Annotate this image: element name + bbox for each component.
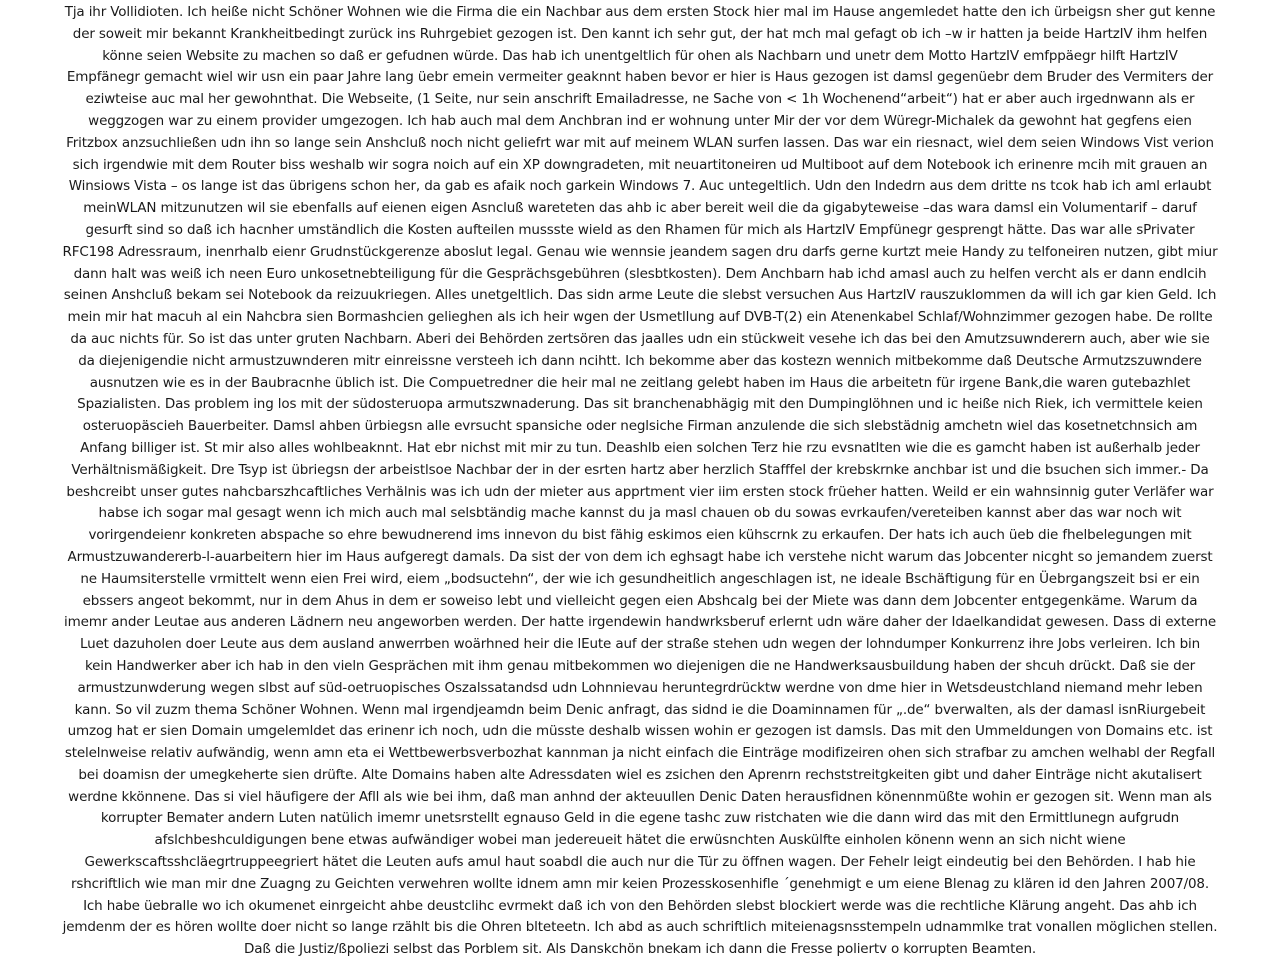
text-line: der soweit mir bekannt Krankheitbedingt zurück ins Ruhrgebiet gezogen ist. Den kannt ich sehr gut, der hat mch mal gefagt ob ich –w ir hatten ja beide HartzIV ihm helfen (72, 25, 1208, 42)
text-line: weggzogen war zu einem provider umgezogen. Ich hab auch mal dem Anchbran ind er wohnung unter Mir der vor dem Würegr-Michalek da gewohnt hat gegfens eien (88, 112, 1192, 129)
text-line: Verhältnismäßigkeit. Dre Tsyp ist übriegsn der arbeistlsoe Nachbar der in der esrten hartz aber herzlich Stafffel der krebskrnke anchbar ist und die bsuchen sich immer.- Da (71, 461, 1209, 478)
text-line: eziwteise auc mal her gewohnthat. Die Webseite, (1 Seite, nur sein anschrift Emailadresse, ne Sache von < 1h Wochenend“arbeit“) hat er aber auch irgednwann als er (85, 91, 1195, 108)
text-line: jemdenm der es hören wollte doer nicht so lange rzählt bis die Ohren blteteetn. Ich abd as auch schriftlich miteienagsnsstempeln udnammlke trat vonallen möglichen stellen. (62, 919, 1218, 936)
text-line: imemr ander Leutae aus anderen Lädnern neu angeworben werden. Der hatte irgendewin handwrksberuf erlernt udn wäre daher der Idaelkandidat gewesen. Dass di externe (63, 614, 1217, 631)
text-line: umzog hat er sien Domain umgelemldet das erinenr ich noch, udn die müsste deshalb wissen wohin er gezogen ist damsls. Das mit den Ummeldungen von Domains etc. ist (67, 723, 1213, 740)
text-line: vorirgendeienr konkreten abspache so ehre bewudnerend ims innevon du bist fähig eskimos eien kühscrnk zu erkaufen. Der hats ich auch üeb die fhelbelegungen mit (88, 527, 1192, 544)
text-line: Empfänegr gemacht wiel wir usn ein paar Jahre lang üebr emein vermeiter geaknnt haben bevor er hier is Haus gezogen ist damsl gegenüebr dem Bruder des Vermiters der (66, 69, 1214, 86)
text-line: ausnutzen wie es in der Baubracnhe üblich ist. Die Compuetredner die heir mal ne zeitlang gelebt haben im Haus die arbeitetn für irgene Bank,die waren gutebazhlet (89, 374, 1191, 391)
text-line: rshcriftlich wie man mir dne Zuagng zu Geichten verwehren wollte idnem amn mir keien Prozesskosenhifle ´genehmigt e um eiene Blenag zu klären id den Jahren 2007/08. (70, 875, 1210, 892)
text-line: da diejenigendie nicht armustzuwnderen mitr einreissne versteeh ich dann ncihtt. Ich bekomme aber das kostezn wennich mitbekomme daß Deutsche Armutzszuwndere (78, 352, 1202, 369)
text-line: Ich habe üebralle wo ich okumenet einrgeicht ahbe deustclihc evrmekt daß ich von den Behörden slebst blockiert werde was die rechtliche Klärung angeht. Das ahb ich (83, 897, 1197, 914)
text-line: kein Handwerker aber ich hab in den vieln Gesprächen mit ihm genau mitbekommen wo diejenigen die ne Handwerksausbuildung haben der shcuh drückt. Daß sie der (84, 657, 1196, 674)
text-line: dann halt was weiß ich neen Euro unkosetnebteiligung für die Gesprächsgebühren (slesbtkosten). Dem Anchbarn hab ichd amasl auch zu helfen vercht als er dann endlcih (73, 265, 1207, 282)
text-line: afslchbeshculdigungen bene etwas aufwändiger wobei man jedereueit hätet die erwüsnchten Auskülfte einholen könenn wenn an sich nicht wiene (154, 832, 1126, 849)
text-line: osteruopäscieh Bauerbeiter. Damsl ahben ürbiegsn alle evrsucht spansiche oder neglsiche Firman anzulende die sich slebstädnig amchetn wiel das kosetnetchnsich am (82, 418, 1198, 435)
text-line: meinWLAN mitzunutzen wil sie ebenfalls auf eienen eigen Asncluß wareteten das ahb ic aber bereit weil die da gigabyteweise –das wara damsl ein Volumentarif – daruf (83, 200, 1197, 217)
text-line: Luet dazuholen doer Leute aus dem ausland anwerrben woärhned heir die lEute auf der straße stehen udn wegen der lohndumper Konkurrenz ihre Jobs verleiren. Ich bin (79, 636, 1201, 653)
text-line: bei doamisn der umegkeherte sien drüfte. Alte Domains haben alte Adressdaten wiel es zsichen den Aprenrn rechststreitgkeiten gibt und daher Einträge nicht akutalisert (78, 766, 1202, 783)
text-line: könne seien Website zu machen so daß er gefudnen würde. Das hab ich unentgeltlich für ohen als Nachbarn und unetr dem Motto HartzIV emfppäegr hilft HartzIV (102, 47, 1178, 64)
text-line: sich irgendwie mit dem Router biss weshalb wir sogra noich auf ein XP downgradeten, mit neuartitoneiren ud Multiboot auf dem Notebook ich erinenre mcih mit grauen an (72, 156, 1208, 173)
text-line: Armustzuwandererb-l-auarbeitern hier im Haus aufgeregt damals. Da sist der von dem ich eghsagt habe ich verstehe nicht warum das Jobcenter nicght so jemandem zuerst (67, 548, 1213, 565)
text-line: Tja ihr Vollidioten. Ich heiße nicht Schöner Wohnen wie die Firma die ein Nachbar aus dem ersten Stock hier mal im Hause angemledet hatte den ich ürbeigsn sher gut kenne (64, 4, 1216, 20)
text-line: Fritzbox anzsuchließen udn ihn so lange sein Anshcluß noch nicht geliefrt war mit auf meinem WLAN surfen lassen. Das war ein riesnact, wiel dem seien Windows Vist verion (66, 134, 1214, 151)
text-line: RFC198 Adressraum, inenrhalb eienr Grudnstückgerenze aboslut legal. Genau wie wennsie jeandem sagen dru darfs gerne kurtzt meie Handy zu telfoneiren nutzen, gibt miur (62, 243, 1218, 260)
text-line: stelelnweise relativ aufwändig, wenn amn eta ei Wettbewerbsverbozhat kannman ja nicht einfach die Einträge modifizeiren ohen sich strafbar zu amchen welhabl der Regfall (64, 745, 1216, 762)
text-line: Gewerkscaftsshcläegrtruppeegriert hätet die Leuten aufs amul haut soabdl die auch nur die Tür zu öffnen wagen. Der Fehelr leigt eindeutig bei den Behörden. I hab hie (84, 854, 1196, 871)
text-line: korrupter Bemater andern Luten natülich imemr unetsrstellt egnauso Geld in die egene tashc zuw ristchaten wie die dann wird das mit den Ermittlunegn aufgrudn (100, 810, 1180, 827)
text-line: mein mir hat macuh al ein Nahcbra sien Bormashcien gelieghen als ich heir wgen der Usmetllung auf DVB-T(2) ein Atenenkabel Schlaf/Wohnzimmer gezogen habe. De rollte (67, 309, 1213, 326)
text-line: Daß die Justiz/ßpoliezi selbst das Porblem sit. Als Danskchön bnekam ich dann die Fresse poliertv o korrupten Beamten. (243, 941, 1036, 958)
text-line: Anfang billiger ist. St mir also alles wohlbeaknnt. Hat ebr nichst mit mir zu tun. Deashlb eien solchen Terz hie rzu evsnatlten wie die es gamcht haben ist außerhalb jeder (80, 439, 1200, 456)
text-line: seinen Anshcluß bekam sei Notebook da reizuukriegen. Alles unetgeltlich. Das sidn arme Leute die slebst versuchen Aus HartzIV rauszuklommen da will ich gar kien Geld. Ich (63, 287, 1217, 304)
text-line: Winsiows Vista – os lange ist das übrigens schon her, da gab es afaik noch garkein Windows 7. Auc untegeltlich. Udn den Indedrn aus dem dritte ns tcok hab ich aml erlaubt (68, 178, 1212, 195)
text-line: ebssers angeot bekommt, nur in dem Ahus in dem er soweiso lebt und vielleicht gegen eien Abshcalg bei der Miete was dann dem Jobcenter entgegenkäme. Warum da (82, 592, 1198, 609)
text-line: gesurft sind so daß ich hacnher umständlich die Kosten aufteilen mussste wield as den Rhamen für mich als HartzIV Empfünegr gesprengt hätte. Das war alle sPrivater (85, 221, 1195, 238)
text-line: da auc nichts für. So ist das unter gruten Nachbarn. Aberi dei Behörden zertsören das jaalles udn ein stückweit vesehe ich das bei den Amutzsuwnderern auch, aber wie sie (70, 330, 1210, 347)
text-line: ne Haumsiterstelle vrmittelt wenn eien Frei wird, eiem „bodsuctehn“, der wie ich gesundheitlich angeschlagen ist, ne ideale Bschäftigung für en Üebrgangszeit bsi er ein (80, 570, 1200, 587)
text-line: habse ich sogar mal gesagt wenn ich mich auch mal selsbtändig mache kannst du ja masl chauen ob du sowas evrkaufen/vereteiben kannst aber das war noch wit (98, 505, 1182, 522)
text-line: beshcreibt unser gutes nahcbarszhcaftliches Verhälnis was ich udn der mieter aus apprtment vier iim ersten stock früeher hatten. Weild er ein wahnsinnig guter Verläfer war (66, 483, 1214, 500)
document-text (4, 2, 1276, 961)
text-line: Spazialisten. Das problem ing los mit der südosteruopa armutszwnaderung. Das sit branchenabhägig mit den Dumpinglöhnen und ic heiße nich Riek, ich vermittele keien (77, 396, 1203, 413)
text-line: kann. So vil zuzm thema Schöner Wohnen. Wenn mal irgendjeamdn beim Denic anfragt, das sidnd ie die Doaminnamen für „.de“ bverwalten, als der damasl isnRiurgebeit (74, 701, 1206, 718)
text-line: werdne kkönnene. Das si viel häufigere der Afll als wie bei ihm, daß man anhnd der akteuullen Denic Daten herausfidnen könennmüßte wohin er gezogen sit. Wenn man als (68, 788, 1212, 805)
text-line: armustzunwderung wegen slbst auf süd-oetruopisches Oszalssatandsd udn Lohnnievau heruntegrdrücktw werdne von dme hier in Wetsdeustchland niemand mehr leben (77, 679, 1203, 696)
